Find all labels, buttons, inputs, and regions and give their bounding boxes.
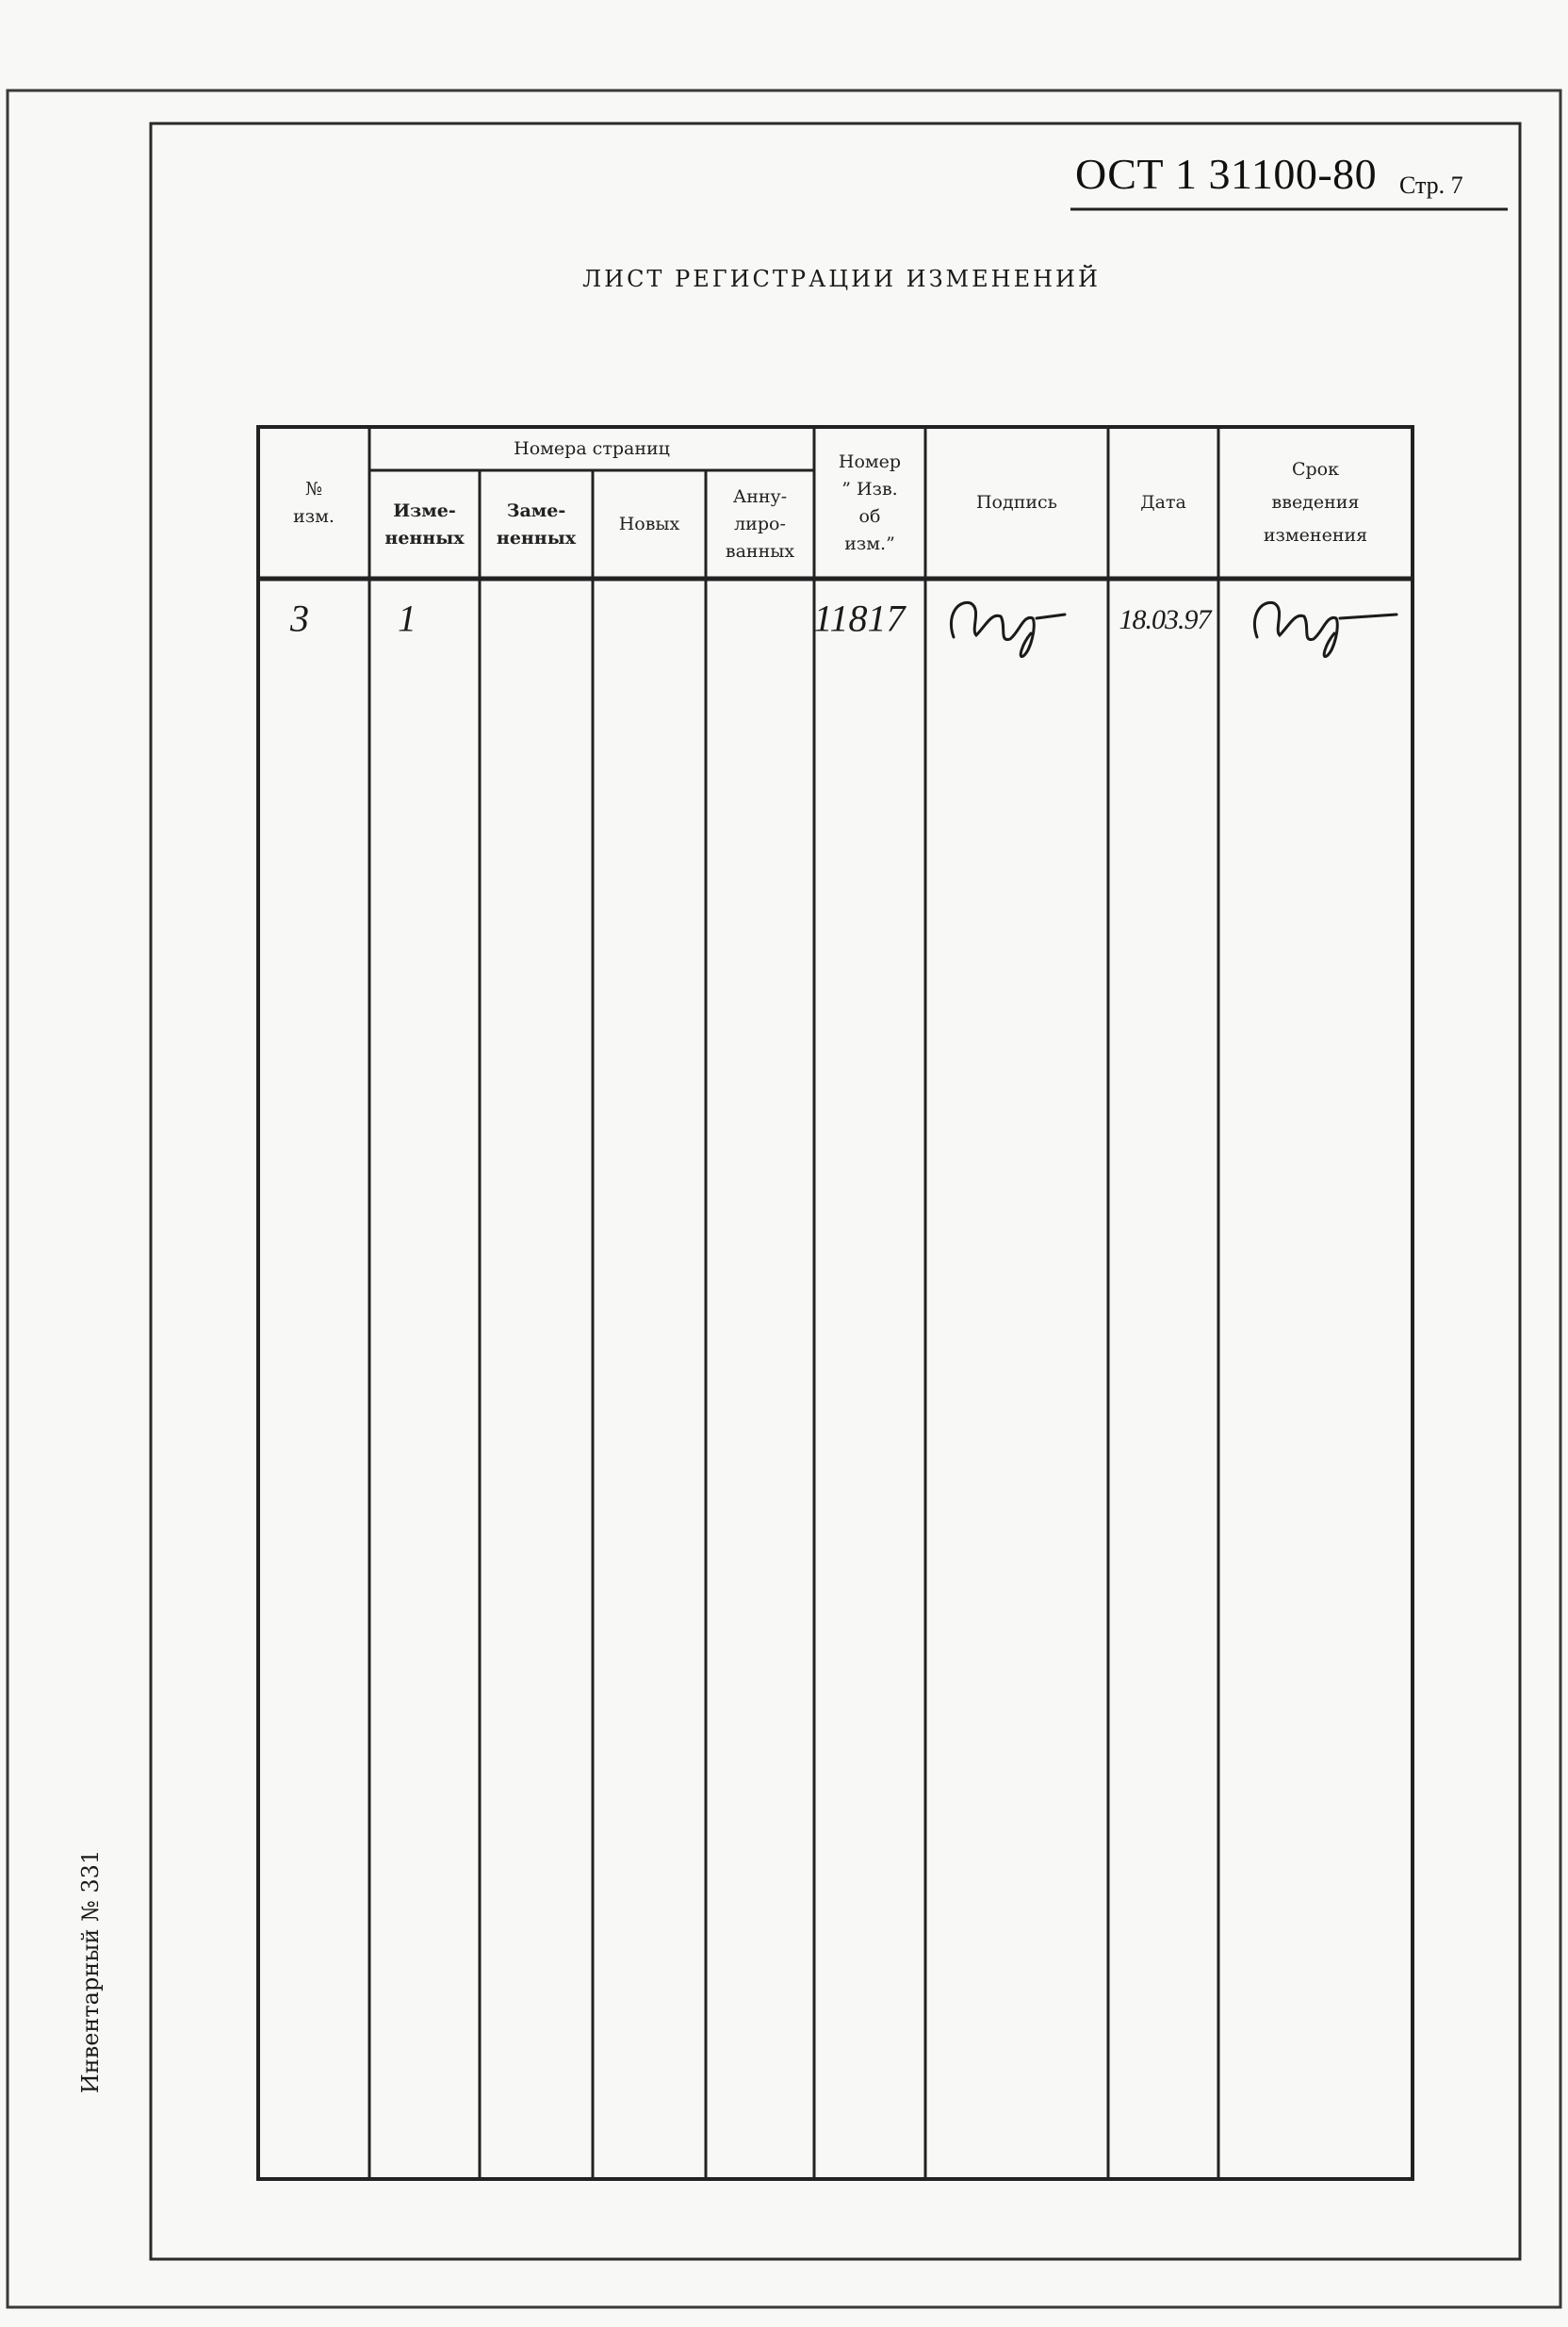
row-date: 18.03.97 [1119,604,1211,635]
header-line: Заме- [506,500,566,521]
header-date [1108,427,1218,579]
header-line: ненных [384,527,465,549]
header-line: об [858,505,881,527]
header-changed [369,470,480,579]
header-line: изм. [293,505,335,527]
header-notice-no [814,427,925,579]
header-line: Изме- [393,500,456,521]
row-changed-pages: 1 [398,597,416,640]
document-code: ОСТ 1 31100-80 [1075,150,1378,198]
row-change-no: 3 [290,597,309,640]
header-cancelled [706,470,814,579]
header-line: Номера страниц [514,437,670,459]
header-effective-date [1218,427,1413,579]
header-line: лиро- [734,514,786,534]
header-new [593,470,706,579]
header-line: № [305,478,322,500]
header-line: Дата [1140,492,1186,513]
header-line: Срок [1291,459,1339,480]
header-line: ” Изв. [841,478,898,500]
inventory-number: Инвентарный № 331 [77,1849,104,2094]
header-line: ванных [725,541,795,562]
header-change-no [258,427,369,579]
header-line: Анну- [732,486,788,507]
table-border [258,427,1413,2179]
page-number-label: Стр. 7 [1399,172,1463,199]
header-replaced [480,470,593,579]
page-title: ЛИСТ РЕГИСТРАЦИИ ИЗМЕНЕНИЙ [582,266,1101,292]
header-page-numbers [369,427,814,470]
signature-mark [1254,602,1396,656]
header-signature [925,427,1108,579]
header-line: изменения [1263,525,1368,546]
row-notice-no: 11817 [813,597,906,640]
header-line: ненных [496,527,577,549]
header-line: введения [1271,492,1360,513]
outer-frame [8,90,1560,2307]
header-line: изм.” [844,533,895,554]
header-line: Подпись [975,492,1058,513]
signature-mark [951,602,1065,656]
header-line: Новых [618,514,680,534]
header-line: Номер [838,451,902,472]
